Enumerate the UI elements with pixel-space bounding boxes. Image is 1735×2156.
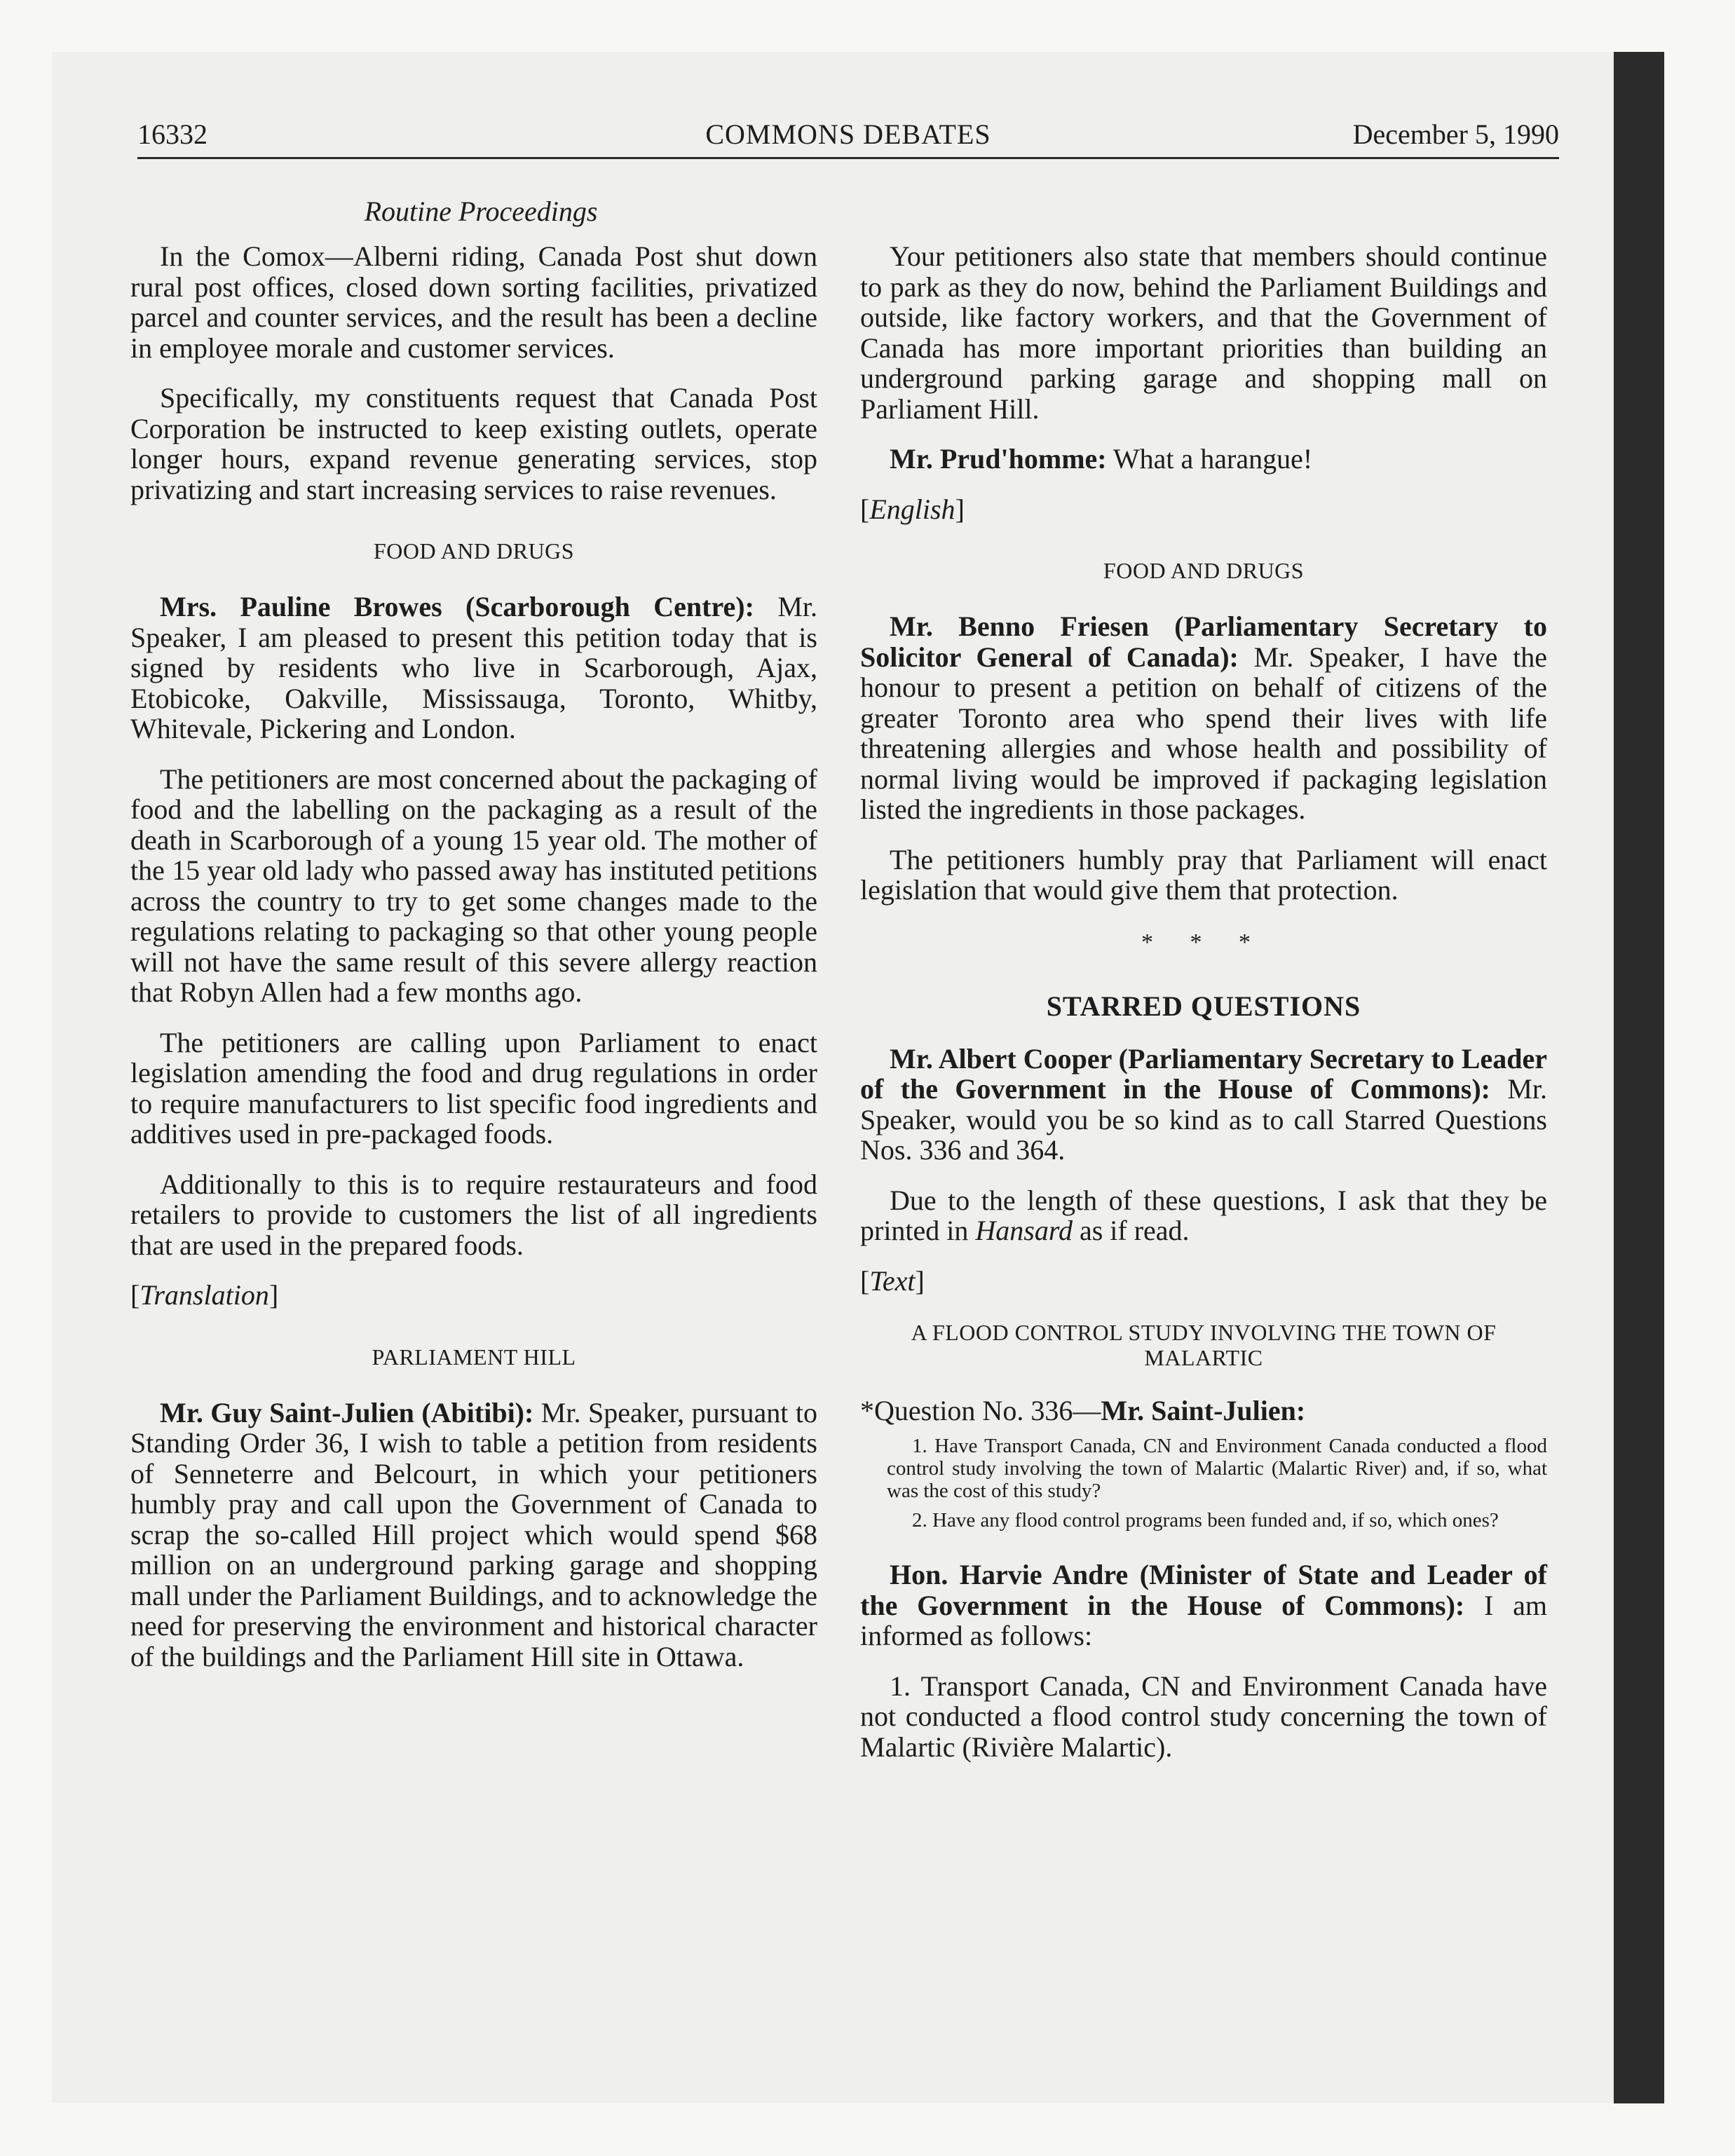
speaker-name: Mr. Prud'homme:	[890, 443, 1107, 475]
subheading-parliament-hill: PARLIAMENT HILL	[372, 1344, 576, 1370]
speech-text: Mr. Speaker, would you be so kind as to call Starred Questions Nos. 336 and 364.	[860, 1073, 1547, 1166]
question-item: 1. Have Transport Canada, CN and Environment Canada conducted a flood control study involving the town of Malartic (Malartic River) and, if so, what was the cost of this study?	[887, 1435, 1547, 1502]
question-member: Mr. Saint-Julien:	[1101, 1395, 1306, 1426]
speech-saint-julien	[130, 1398, 817, 1672]
left-column	[130, 241, 817, 1691]
question-336	[860, 1396, 1547, 1426]
right-column	[860, 241, 1547, 1782]
language-name: English	[869, 493, 955, 525]
hansard-italic: Hansard	[975, 1215, 1073, 1246]
language-name: Text	[869, 1264, 916, 1297]
bracket-open: [	[860, 1264, 870, 1297]
question-label: *Question No. 336—	[860, 1395, 1101, 1426]
speech-text: What a harangue!	[1106, 443, 1313, 475]
speech-friesen	[860, 611, 1547, 825]
speech-andre	[860, 1560, 1547, 1651]
paragraph: Specifically, my constituents request that Canada Post Corporation be instructed to keep existing outlets, operate longer hours, expand revenue generating services, stop privatizing and start increasing services to raise revenues.	[130, 382, 817, 505]
language-marker	[130, 1280, 817, 1311]
scan-edge-shadow	[1614, 52, 1664, 2103]
speech-browes	[130, 592, 817, 744]
speaker-name: Mr. Guy Saint-Julien (Abitibi):	[160, 1396, 534, 1428]
speech-cooper	[860, 1044, 1547, 1166]
bracket-close: ]	[915, 1264, 925, 1297]
paragraph: The petitioners humbly pray that Parliament will enact legislation that would give them that protection.	[860, 843, 1547, 906]
page-number: 16332	[137, 118, 207, 150]
paragraph: Additionally to this is to require restaurateurs and food retailers to provide to customers the list of all ingredients that are used in the prepared foods.	[130, 1168, 817, 1261]
text-segment: as if read.	[1072, 1215, 1190, 1246]
speaker-name: Hon. Harvie Andre (Minister of State and Leader of the Government in the House of Commons):	[860, 1559, 1547, 1621]
header-date: December 5, 1990	[1352, 118, 1559, 150]
bracket-close: ]	[955, 493, 965, 525]
text-segment: Due to the length of these questions, I ask that they be printed in	[860, 1184, 1547, 1246]
subheading-food-and-drugs: FOOD AND DRUGS	[1103, 558, 1305, 583]
section-separator-stars: * * *	[1141, 929, 1266, 955]
language-marker	[860, 494, 1547, 525]
speech-prudhomme	[860, 444, 1547, 475]
paragraph: The petitioners are most concerned about the packaging of food and the labelling on the packaging as a result of the death in Scarborough of a young 15 year old. The mother of the 15 year old lady who passed away has instituted petitions across the country to try to get some changes made to the regulations relating to packaging so that other young people will not have the same result of this severe allergy reaction that Robyn Allen had a few months ago.	[130, 763, 817, 1008]
speaker-name: Mr. Benno Friesen (Parliamentary Secretary to Solicitor General of Canada):	[860, 610, 1547, 673]
paragraph	[860, 1185, 1547, 1246]
subheading-flood-control: A FLOOD CONTROL STUDY INVOLVING THE TOWN OF MALARTIC	[911, 1320, 1497, 1370]
speaker-name: Mr. Albert Cooper (Parliamentary Secretary to Leader of the Government in the House of Commons):	[860, 1042, 1547, 1105]
speech-text: Mr. Speaker, pursuant to Standing Order 36, I wish to table a petition from residents of Senneterre and Belcourt, in which your petitioners humbly pray and call upon the Government of Canada to scrap the so-called Hill project which would spend $68 million on an underground parking garage and shopping mall under the Parliament Buildings, and to acknowledge the need for preserving the environment and historical character of the buildings and the Parliament Hill site in Ottawa.	[130, 1396, 817, 1672]
paragraph: In the Comox—Alberni riding, Canada Post shut down rural post offices, closed down sorting facilities, privatized parcel and counter services, and the result has been a decline in employee morale and customer services.	[130, 240, 817, 364]
publication-title: COMMONS DEBATES	[705, 118, 991, 150]
page-header	[137, 118, 1559, 160]
language-name: Translation	[140, 1279, 269, 1311]
section-rubric: Routine Proceedings	[364, 196, 598, 227]
paragraph: The petitioners are calling upon Parliament to enact legislation amending the food and drug regulations in order to require manufacturers to list specific food ingredients and additives used in pre-packaged foods.	[130, 1026, 817, 1149]
speaker-name: Mrs. Pauline Browes (Scarborough Centre):	[160, 591, 754, 622]
bracket-open: [	[130, 1279, 140, 1311]
speech-text: Mr. Speaker, I have the honour to present a petition on behalf of citizens of the greater Toronto area who spend their lives with life threatening allergies and whose health and possibility of normal living would be improved if packaging legislation listed the ingredients in those packages.	[860, 641, 1547, 825]
speech-text: Mr. Speaker, I am pleased to present this petition today that is signed by residents who live in Scarborough, Ajax, Etobicoke, Oakville, Mississauga, Toronto, Whitby, Whitevale, Pickering and London.	[130, 591, 818, 744]
subheading-food-and-drugs: FOOD AND DRUGS	[373, 538, 575, 564]
header-rule	[137, 157, 1559, 159]
heading-starred-questions: STARRED QUESTIONS	[1046, 990, 1361, 1022]
paragraph: 1. Transport Canada, CN and Environment Canada have not conducted a flood control study concerning the town of Malartic (Rivière Malartic).	[860, 1670, 1547, 1763]
question-item: 2. Have any flood control programs been funded and, if so, which ones?	[912, 1509, 1499, 1531]
bracket-open: [	[860, 493, 870, 525]
speech-text: I am informed as follows:	[860, 1589, 1547, 1651]
bracket-close: ]	[268, 1279, 279, 1311]
paragraph: Your petitioners also state that members should continue to park as they do now, behind the Parliament Buildings and outside, like factory workers, and that the Government of Canada has more important priorities than building an underground parking garage and shopping mall on Parliament Hill.	[860, 240, 1547, 425]
language-marker	[860, 1266, 1547, 1297]
